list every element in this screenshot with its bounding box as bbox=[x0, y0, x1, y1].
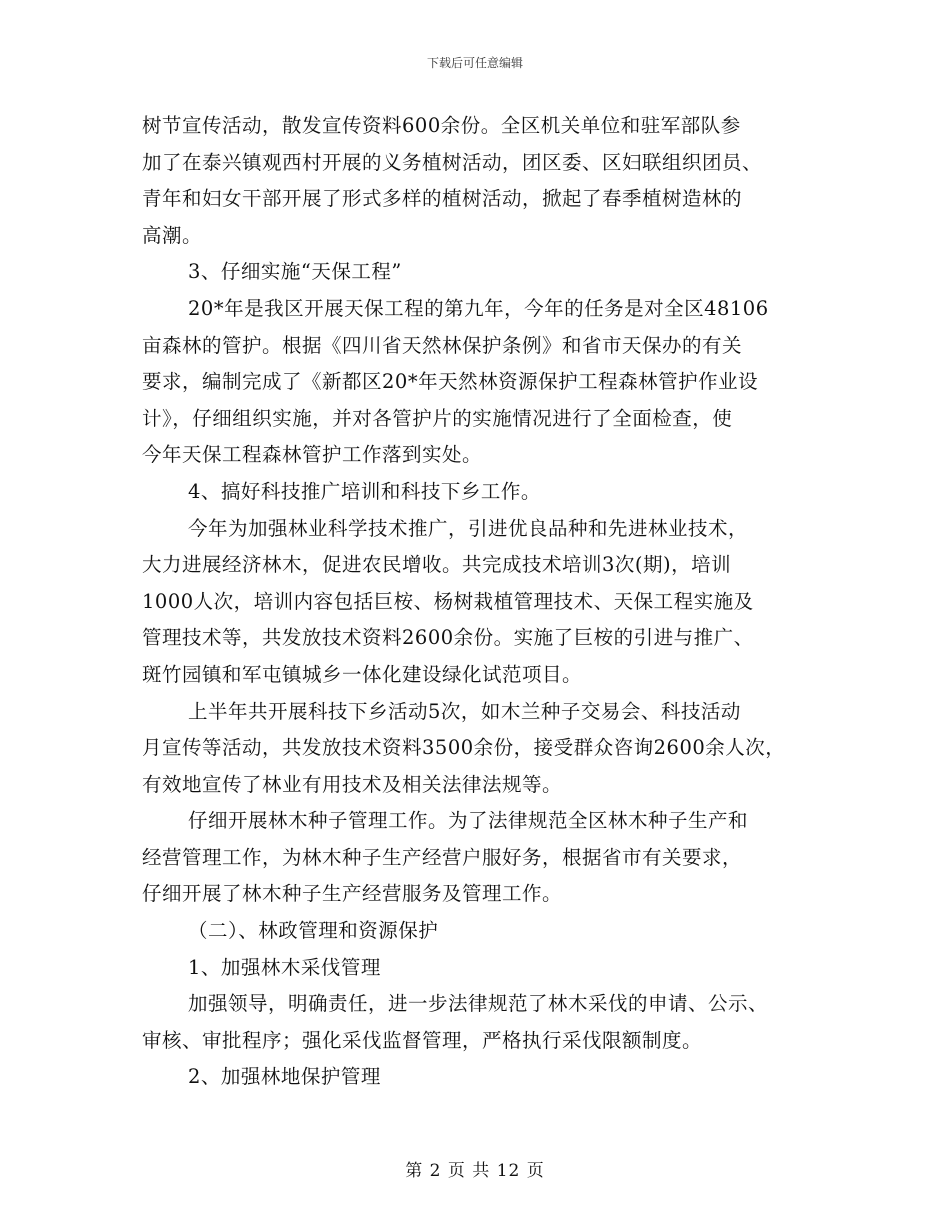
paragraph bbox=[142, 291, 822, 474]
text-line: 月宣传等活动，共发放技术资料3500余份，接受群众咨询2600余人次， bbox=[142, 736, 786, 760]
text-line: 计》，仔细组织实施，并对各管护片的实施情况进行了全面检查，使 bbox=[142, 406, 733, 430]
text-line: 青年和妇女干部开展了形式多样的植树活动，掀起了春季植树造林的 bbox=[142, 187, 743, 211]
text-line: 树节宣传活动，散发宣传资料600余份。全区机关单位和驻军部队参 bbox=[142, 114, 741, 137]
page-footer: 第 2 页 共 12 页 bbox=[405, 1161, 545, 1181]
paragraph bbox=[142, 511, 822, 694]
text-line: 2、加强林地保护管理 bbox=[188, 1065, 381, 1089]
paragraph bbox=[142, 986, 822, 1059]
text-line: 亩森林的管护。根据《四川省天然林保护条例》和省市天保办的有关 bbox=[142, 333, 743, 357]
text-line: 管理技术等，共发放技术资料2600余份。实施了巨桉的引进与推广、 bbox=[142, 626, 754, 650]
paragraph bbox=[142, 474, 822, 511]
text-line: 大力进展经济林木，促进农民增收。共完成技术培训3次(期)，培训 bbox=[142, 553, 732, 577]
text-line: 加强领导，明确责任，进一步法律规范了林木采伐的申请、公示、 bbox=[188, 992, 769, 1016]
paragraph bbox=[142, 108, 822, 254]
paragraph bbox=[142, 950, 822, 987]
text-line: 斑竹园镇和军屯镇城乡一体化建设绿化试范项目。 bbox=[142, 662, 583, 686]
text-line: 今年为加强林业科学技术推广，引进优良品种和先进林业技术， bbox=[188, 516, 749, 540]
text-line: 3、仔细实施“天保工程” bbox=[188, 260, 402, 284]
text-line: 有效地宣传了林业有用技术及相关法律法规等。 bbox=[142, 772, 563, 796]
paragraph bbox=[142, 254, 822, 291]
text-line: 经营管理工作，为林木种子生产经营户服好务，根据省市有关要求， bbox=[142, 845, 743, 869]
text-line: 今年天保工程森林管护工作落到实处。 bbox=[142, 443, 483, 467]
text-line: （二）、林政管理和资源保护 bbox=[188, 919, 439, 943]
text-line: 4、搞好科技推广培训和科技下乡工作。 bbox=[188, 479, 541, 503]
text-line: 审核、审批程序；强化采伐监督管理，严格执行采伐限额制度。 bbox=[142, 1028, 703, 1052]
text-line: 仔细开展林木种子管理工作。为了法律规范全区林木种子生产和 bbox=[188, 809, 749, 833]
text-line: 1000人次，培训内容包括巨桉、杨树栽植管理技术、天保工程实施及 bbox=[142, 589, 754, 613]
text-line: 1、加强林木采伐管理 bbox=[188, 955, 381, 979]
text-line: 20*年是我区开展天保工程的第九年，今年的任务是对全区48106 bbox=[188, 296, 769, 320]
paragraph bbox=[142, 1059, 822, 1096]
paragraph bbox=[142, 913, 822, 950]
text-line: 加了在泰兴镇观西村开展的义务植树活动，团区委、区妇联组织团员、 bbox=[142, 150, 763, 174]
text-line: 高潮。 bbox=[142, 223, 203, 247]
paragraph bbox=[142, 694, 822, 804]
text-line: 上半年共开展科技下乡活动5次，如木兰种子交易会、科技活动 bbox=[188, 699, 741, 723]
text-line: 仔细开展了林木种子生产经营服务及管理工作。 bbox=[142, 882, 563, 906]
page-header-note: 下载后可任意编辑 bbox=[426, 56, 523, 70]
paragraph bbox=[142, 803, 822, 913]
document-body bbox=[142, 108, 822, 1096]
text-line: 要求，编制完成了《新都区20*年天然林资源保护工程森林管护作业设 bbox=[142, 370, 759, 394]
